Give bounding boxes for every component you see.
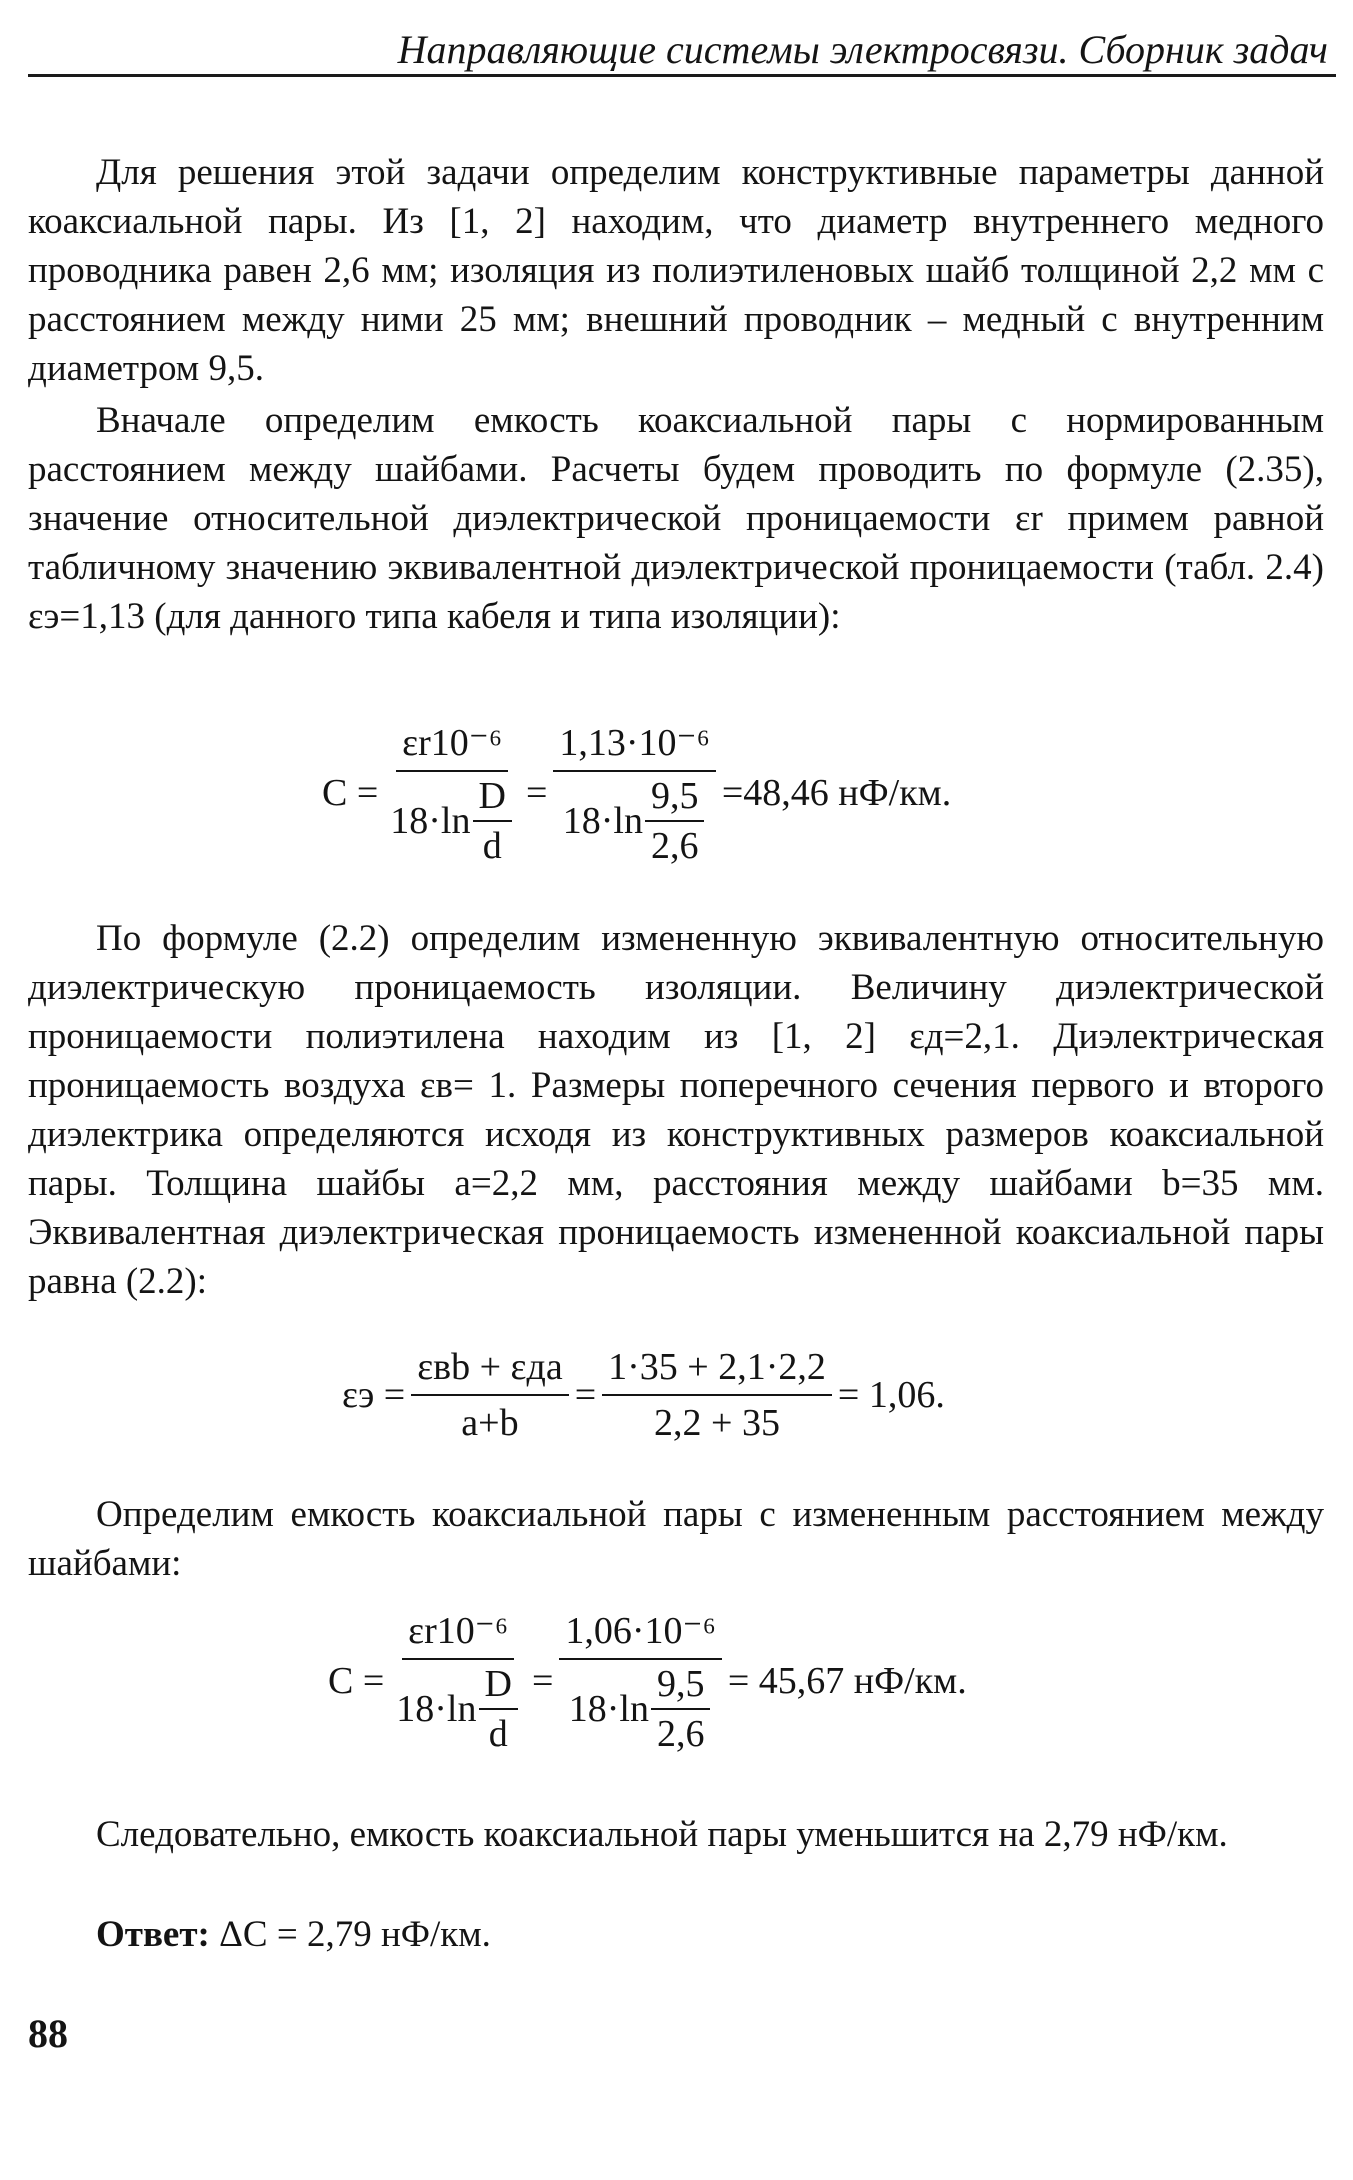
page-number: 88: [28, 2011, 68, 2056]
formula1-den2-frac-den: 2,6: [650, 825, 699, 867]
formula3-den2-frac-num: 9,5: [651, 1664, 711, 1710]
paragraph-2: Вначале определим емкость коаксиальной пары с нормированным расстоянием между шайбами. Расчеты будем проводить по формуле (2.35), значение относительной диэлектрической проницаемости εr примем равной табличному значению эквивалентной диэлектрической проницаемости (табл. 2.4) εэ=1,13 (для данного типа кабеля и типа изоляции):: [28, 400, 1324, 637]
answer-line: [28, 1910, 1324, 1959]
formula3-fraction-1: [390, 1608, 526, 1754]
formula2-num2: 1·35 + 2,1·2,2: [602, 1344, 832, 1396]
formula3-den2-frac-den: 2,6: [656, 1713, 705, 1755]
formula3-den2-prefix: 18·ln: [568, 1688, 649, 1730]
formula1-den2-frac-num: 9,5: [645, 776, 705, 822]
formula1-den1-prefix: 18·ln: [390, 800, 471, 842]
paragraph-5: Следовательно, емкость коаксиальной пары уменьшится на 2,79 нФ/км.: [96, 1814, 1228, 1855]
formula3-den1-frac-num: D: [479, 1664, 518, 1710]
formula3-result: = 45,67 нФ/км.: [727, 1660, 967, 1702]
formula3-num1: εr10⁻⁶: [402, 1608, 514, 1660]
formula1-den2-prefix: 18·ln: [562, 800, 643, 842]
formula-capacitance-2: [328, 1608, 967, 1754]
formula2-num1: εвb + εдa: [411, 1344, 569, 1396]
formula3-den1-frac: [479, 1664, 518, 1754]
formula-equivalent-permittivity: [342, 1344, 945, 1446]
formula1-den1-frac-den: d: [482, 825, 502, 867]
formula3-den2: [563, 1660, 719, 1754]
formula2-lhs: εэ =: [342, 1374, 406, 1416]
formula3-eq: =: [531, 1660, 554, 1702]
answer-value: ΔC = 2,79 нФ/км.: [219, 1914, 491, 1955]
formula1-fraction-2: [553, 720, 715, 866]
running-header: [28, 22, 1336, 77]
formula2-fraction-2: [602, 1344, 832, 1446]
formula2-result: = 1,06.: [837, 1374, 945, 1416]
formula2-den1: a+b: [461, 1402, 519, 1444]
formula1-den2: [557, 772, 713, 866]
formula3-den1-frac-den: d: [488, 1713, 508, 1755]
formula1-num2: 1,13·10⁻⁶: [553, 720, 715, 772]
formula1-num1: εr10⁻⁶: [396, 720, 508, 772]
formula3-den1: [390, 1660, 526, 1754]
formula1-den2-frac: [645, 776, 705, 866]
formula1-fraction-1: [384, 720, 520, 866]
formula1-lhs: C =: [322, 772, 379, 814]
answer-label: Ответ:: [96, 1914, 210, 1955]
formula-capacitance-1: [322, 720, 951, 866]
header-title: Направляющие системы электросвязи. Сборник задач: [397, 27, 1328, 72]
paragraph-3: По формуле (2.2) определим измененную эквивалентную относительную диэлектрическую проницаемость изоляции. Величину диэлектрической проницаемости полиэтилена находим из [1, 2] εд=2,1. Диэлектрическая проницаемость воздуха εв= 1. Размеры поперечного сечения первого и второго диэлектрика определяются исходя из конструктивных размеров коаксиальной пары. Толщина шайбы a=2,2 мм, расстояния между шайбами b=35 мм. Эквивалентная диэлектрическая проницаемость измененной коаксиальной пары равна (2.2):: [28, 918, 1324, 1302]
paragraph-1: Для решения этой задачи определим конструктивные параметры данной коаксиальной пары. Из [1, 2] находим, что диаметр внутреннего медного проводника равен 2,6 мм; изоляция из полиэтиленовых шайб толщиной 2,2 мм с расстоянием между ними 25 мм; внешний проводник – медный с внутренним диаметром 9,5.: [28, 152, 1324, 389]
formula1-den1: [384, 772, 520, 866]
formula3-den1-prefix: 18·ln: [396, 1688, 477, 1730]
formula1-result: =48,46 нФ/км.: [721, 772, 952, 814]
formula3-num2: 1,06·10⁻⁶: [559, 1608, 721, 1660]
paragraph-4: Определим емкость коаксиальной пары с измененным расстоянием между шайбами:: [28, 1494, 1324, 1584]
formula3-den2-frac: [651, 1664, 711, 1754]
formula1-den1-frac: [473, 776, 512, 866]
formula2-fraction-1: [411, 1344, 569, 1446]
formula1-den1-frac-num: D: [473, 776, 512, 822]
formula3-lhs: C =: [328, 1660, 385, 1702]
formula2-eq: =: [574, 1374, 597, 1416]
formula2-den2: 2,2 + 35: [654, 1402, 780, 1444]
formula1-eq: =: [525, 772, 548, 814]
formula3-fraction-2: [559, 1608, 721, 1754]
